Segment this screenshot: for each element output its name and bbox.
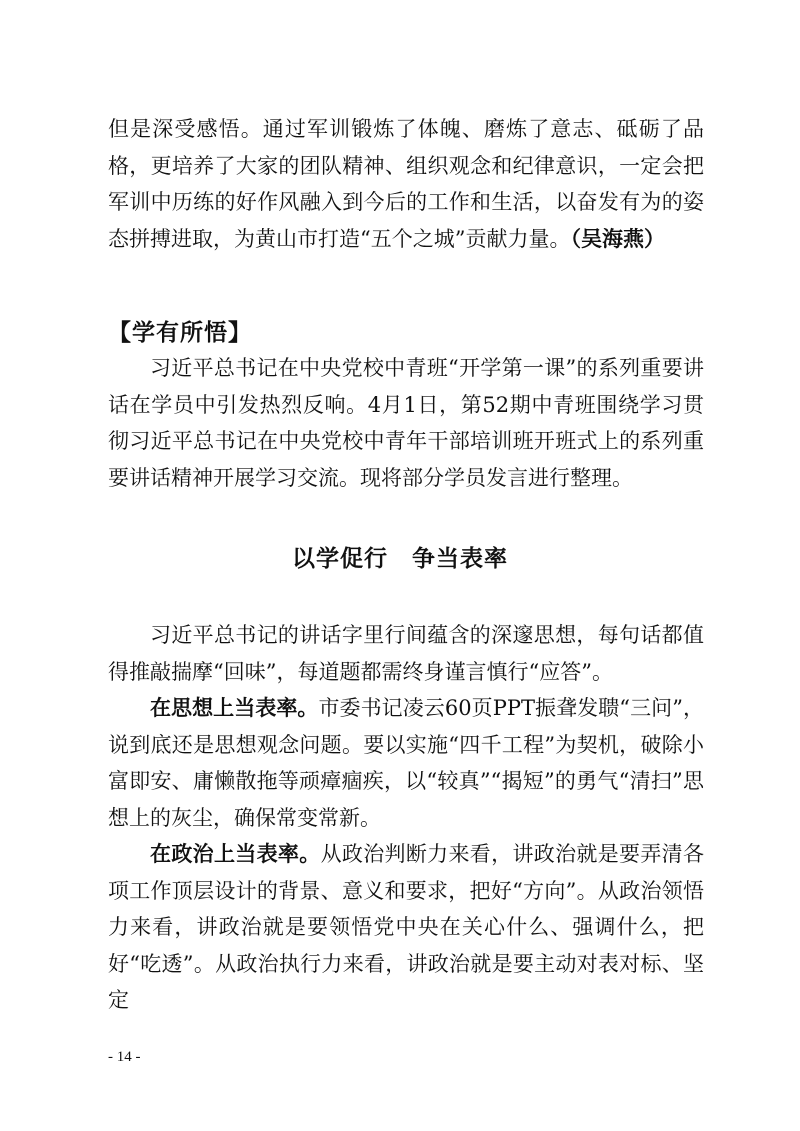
paragraph-text: 习近平总书记的讲话字里行间蕴含的深邃思想，每句话都值得推敲揣摩“回味”，每道题都需终身谨言慎行“应答”。 [108,623,704,684]
intro-author: （吴海燕） [570,225,665,251]
article-paragraph-2 [108,690,704,836]
page-number: - 14 - [108,1049,141,1065]
paragraph-text: 市委书记凌云60页PPT振聋发聩“三问”，说到底还是思想观念问题。要以实施“四千工程”为契机，破除小富即安、庸懒散拖等顽瘴痼疾，以“较真”“揭短”的勇气“清扫”思想上的灰尘，确保常变常新。 [108,696,704,830]
article-paragraph-1 [108,617,704,690]
paragraph-text: 从政治判断力来看，讲政治就是要弄清各项工作顶层设计的背景、意义和要求，把好“方向”。从政治领悟力来看，讲政治就是要领悟党中央在关心什么、强调什么，把好“吃透”。从政治执行力来看，讲政治就是要主动对表对标、坚定 [108,842,705,1012]
paragraph-lead: 在政治上当表率。 [150,841,321,866]
paragraph-lead: 在思想上当表率。 [150,695,319,720]
article-title: 以学促行 争当表率 [292,545,508,572]
article-paragraph-3 [108,836,704,1019]
section-label: 【学有所悟】 [108,319,252,346]
section-intro: 习近平总书记在中央党校中青班“开学第一课”的系列重要讲话在学员中引发热烈反响。4月1日，第52期中青班围绕学习贯彻习近平总书记在中央党校中青年干部培训班开班式上的系列重要讲话精神开展学习交流。现将部分学员发言进行整理。 [108,356,704,490]
intro-paragraph [108,111,704,257]
intro-paragraph-text: 但是深受感悟。通过军训锻炼了体魄、磨炼了意志、砥砺了品格，更培养了大家的团队精神、组织观念和纪律意识，一定会把军训中历练的好作风融入到今后的工作和生活，以奋发有为的姿态拼搏进取，为黄山市打造“五个之城”贡献力量。 [108,117,704,251]
